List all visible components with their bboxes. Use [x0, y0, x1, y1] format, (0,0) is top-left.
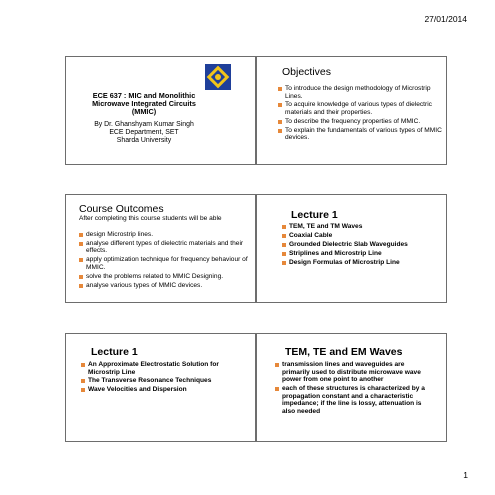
bullet-square-icon [81, 388, 85, 392]
list-item: transmission lines and waveguides are primarily used to distribute microwave wave power from one point to another [275, 361, 425, 384]
bullet-square-icon [278, 120, 282, 124]
list-item: To acquire knowledge of various types of dielectric materials and their properties. [278, 101, 443, 116]
bullet-square-icon [81, 363, 85, 367]
lecture-topics-list [282, 223, 442, 267]
list-item: TEM, TE and TM Waves [282, 223, 442, 231]
outcomes-intro: After completing this course students will be able [79, 215, 222, 222]
bullet-square-icon [79, 284, 83, 288]
bullet-square-icon [278, 129, 282, 133]
bullet-square-icon [275, 387, 279, 391]
list-item: Striplines and Microstrip Line [282, 250, 442, 258]
course-title: ECE 637 : MIC and Monolithic Microwave Integrated Circuits (MMIC) [92, 91, 196, 117]
list-item: To describe the frequency properties of MMIC. [278, 118, 443, 126]
list-item: analyse different types of dielectric materials and their effects. [79, 240, 251, 255]
list-item: Grounded Dielectric Slab Waveguides [282, 241, 442, 249]
list-item: To introduce the design methodology of Microstrip Lines. [278, 85, 443, 100]
list-item: An Approximate Electrostatic Solution for Microstrip Line [81, 361, 246, 376]
university-logo-icon [204, 63, 232, 91]
slide-title: TEM, TE and EM Waves [285, 346, 403, 358]
slide-title: Objectives [282, 66, 332, 78]
list-item: solve the problems related to MMIC Designing. [79, 273, 251, 281]
bullet-square-icon [79, 242, 83, 246]
bullet-square-icon [79, 275, 83, 279]
bullet-square-icon [79, 233, 83, 237]
bullet-square-icon [282, 261, 286, 265]
bullet-square-icon [275, 363, 279, 367]
bullet-square-icon [282, 234, 286, 238]
slide-title: Course Outcomes [79, 203, 164, 215]
objectives-list [278, 85, 443, 143]
list-item: Wave Velocities and Dispersion [81, 386, 246, 394]
bullet-square-icon [81, 379, 85, 383]
list-item: Coaxial Cable [282, 232, 442, 240]
bullet-square-icon [282, 252, 286, 256]
bullet-square-icon [282, 225, 286, 229]
author-line: By Dr. Ghanshyam Kumar Singh [94, 121, 194, 128]
bullet-square-icon [278, 87, 282, 91]
bullet-square-icon [282, 243, 286, 247]
list-item: analyse various types of MMIC devices. [79, 282, 251, 290]
lecture-topics-list [81, 361, 246, 395]
list-item: apply optimization technique for frequency behaviour of MMIC. [79, 256, 251, 271]
list-item: Design Formulas of Microstrip Line [282, 259, 442, 267]
slide-2-objectives[interactable] [256, 56, 447, 165]
slide-title: Lecture 1 [91, 346, 138, 358]
slide-4-lecture-1[interactable] [256, 194, 447, 303]
waves-points-list [275, 361, 425, 417]
page-date: 27/01/2014 [424, 14, 467, 24]
university-line: Sharda University [116, 137, 172, 144]
department-line: ECE Department, SET [109, 129, 179, 136]
list-item: each of these structures is characterized by a propagation constant and a characteristic impedance; if the line is lossy, attenuation is also needed [275, 385, 425, 415]
list-item: To explain the fundamentals of various types of MMIC devices. [278, 127, 443, 142]
slide-title: Lecture 1 [291, 209, 338, 221]
slide-5-lecture-1[interactable] [65, 333, 256, 442]
slide-6-tem-te-em-waves[interactable] [256, 333, 447, 442]
bullet-square-icon [79, 258, 83, 262]
outcomes-list [79, 231, 251, 291]
list-item: design Microstrip lines. [79, 231, 251, 239]
slide-1-title[interactable] [65, 56, 256, 165]
bullet-square-icon [278, 103, 282, 107]
page-number: 1 [463, 470, 468, 480]
list-item: The Transverse Resonance Techniques [81, 377, 246, 385]
slide-3-course-outcomes[interactable] [65, 194, 256, 303]
